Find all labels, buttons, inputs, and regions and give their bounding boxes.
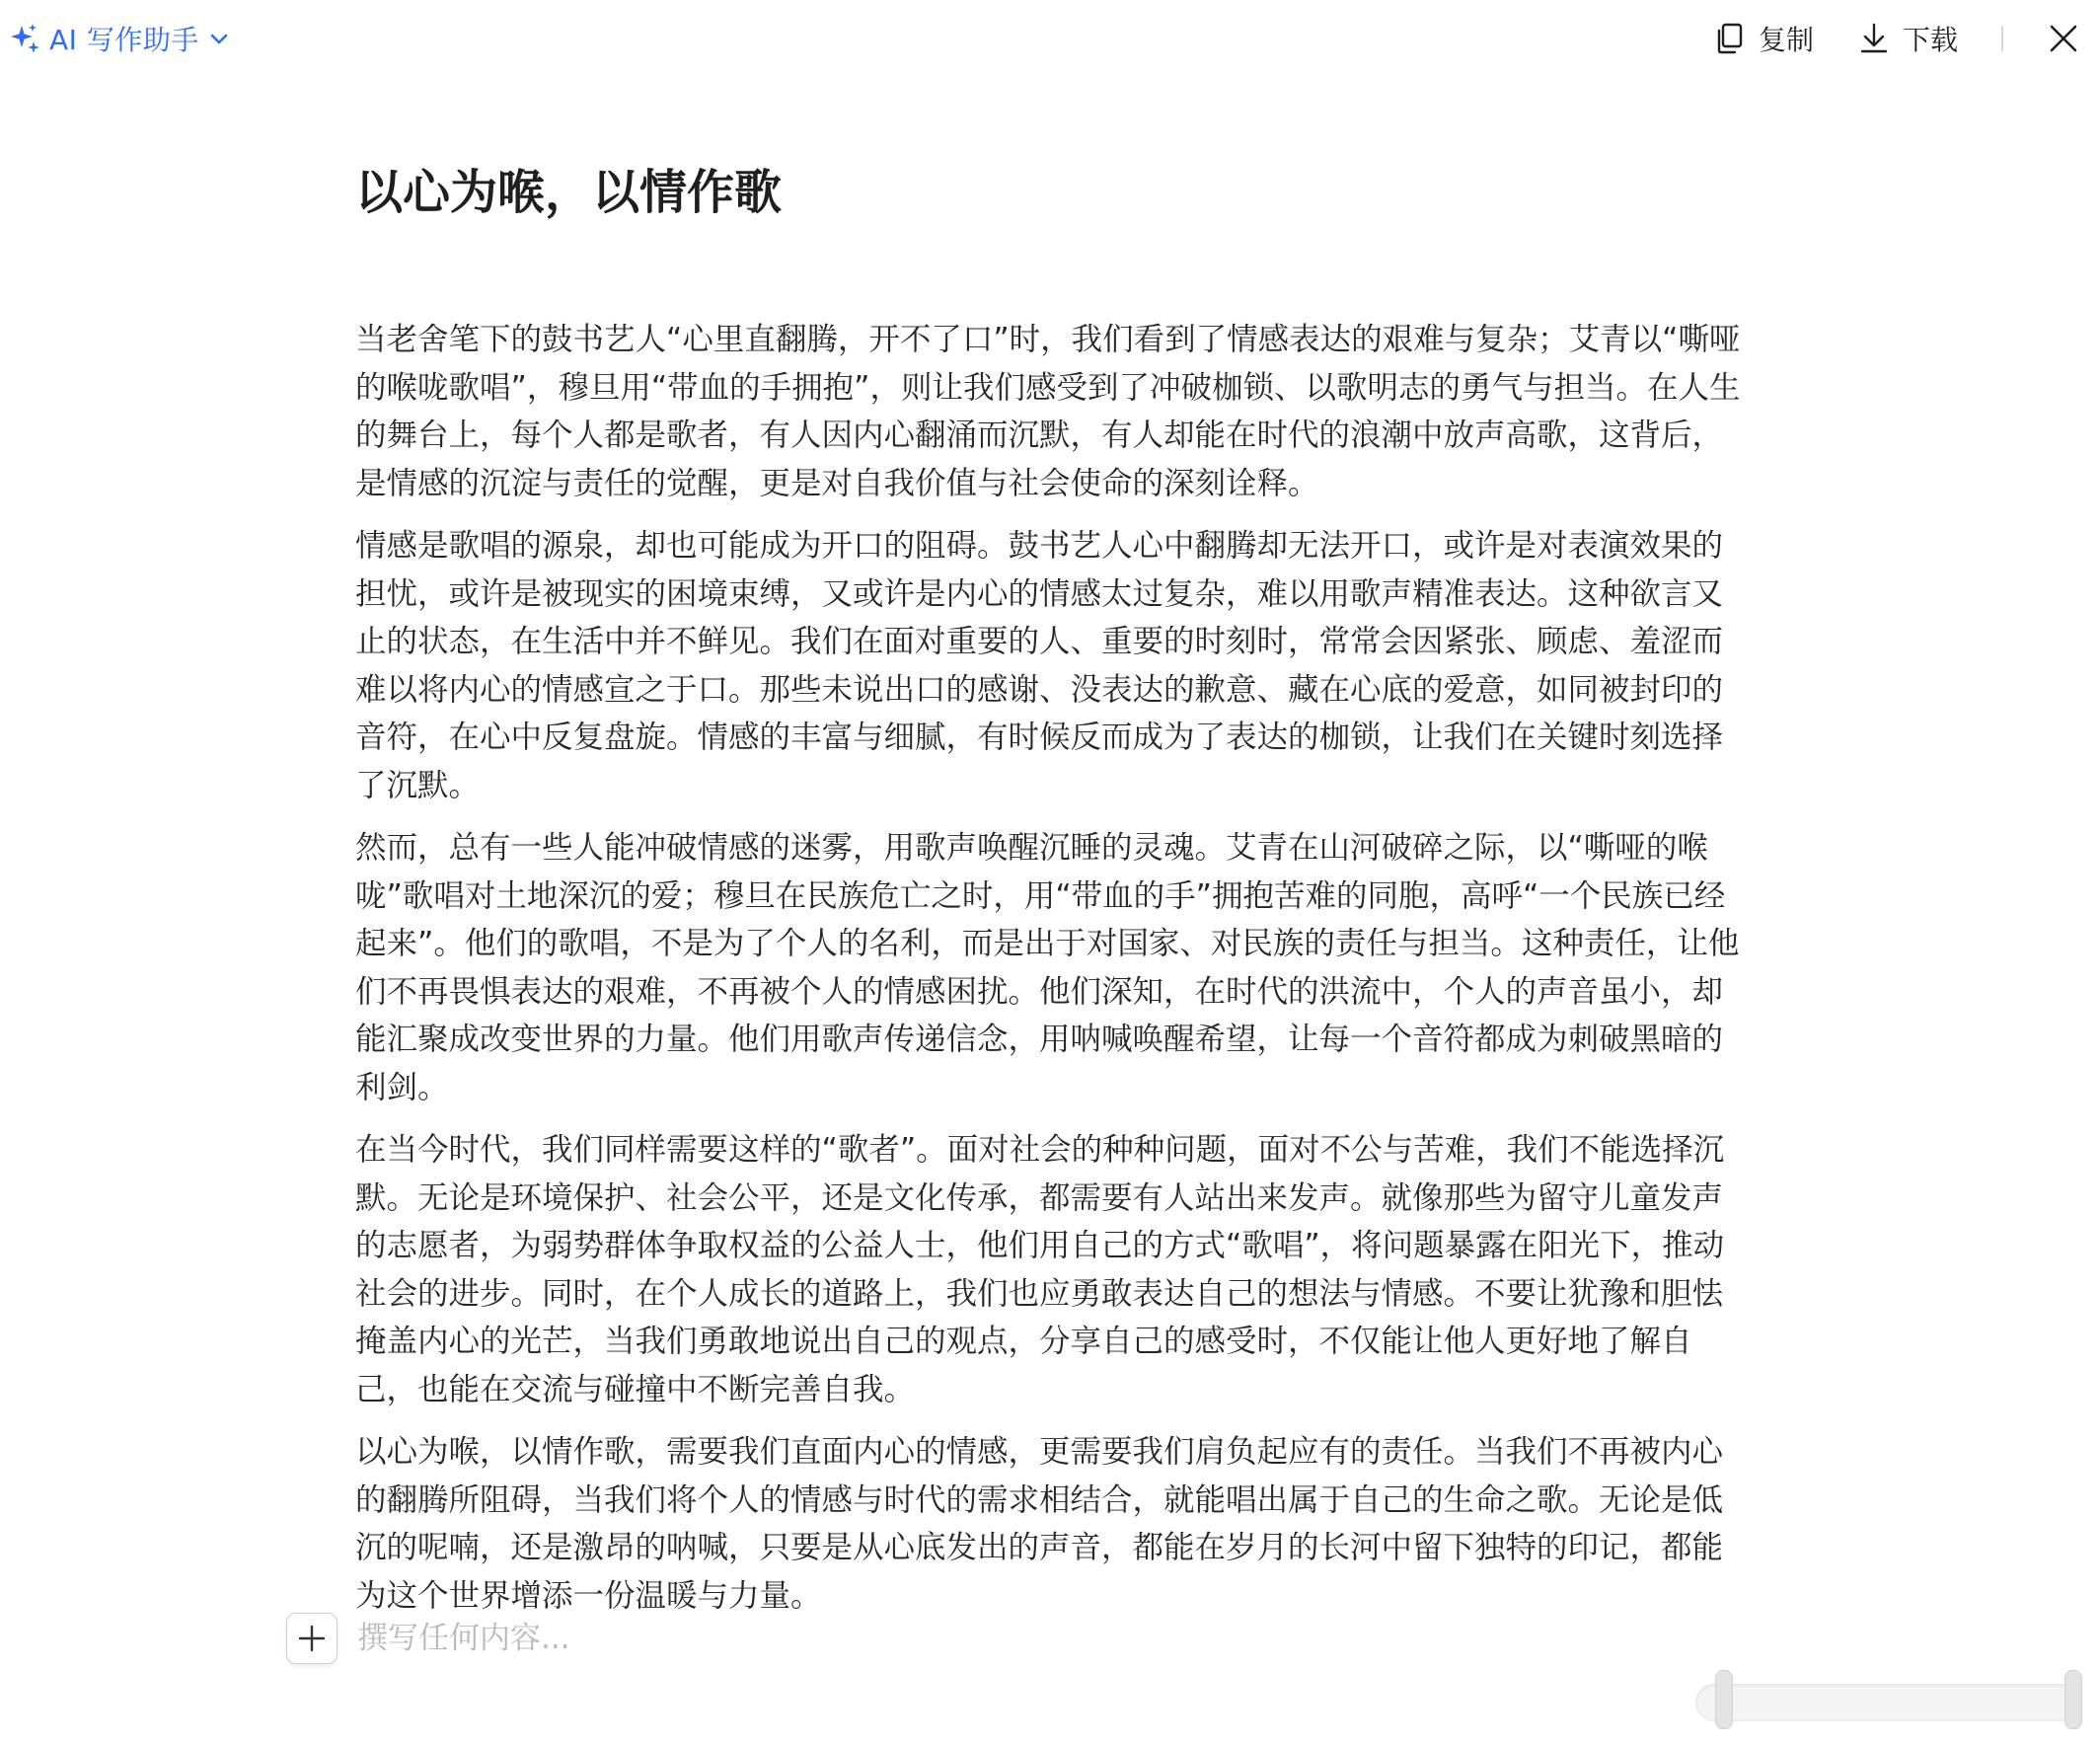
copy-button[interactable] bbox=[1713, 14, 1814, 63]
paragraph: 在当今时代，我们同样需要这样的“歌者”。面对社会的种种问题，面对不公与苦难，我们不能选择沉默。无论是环境保护、社会公平，还是文化传承，都需要有人站出来发声。就像那些为留守儿童发声的志愿者，为弱势群体争取权益的公益人士，他们用自己的方式“歌唱”，将问题暴露在阳光下，推动社会的进步。同时，在个人成长的道路上，我们也应勇敢表达自己的想法与情感。不要让犹豫和胆怯掩盖内心的光芒，当我们勇敢地说出自己的观点，分享自己的感受时，不仅能让他人更好地了解自己，也能在交流与碰撞中不断完善自我。 bbox=[355, 1132, 1725, 1407]
add-block-button[interactable] bbox=[286, 1613, 338, 1664]
document-title: 以心为喉，以情作歌 bbox=[355, 165, 783, 220]
toolbar-actions bbox=[1713, 14, 2080, 63]
composer-row bbox=[286, 1613, 1147, 1664]
compose-input[interactable] bbox=[357, 1615, 1147, 1662]
chevron-down-icon bbox=[207, 27, 231, 50]
download-label: 下载 bbox=[1902, 24, 1958, 56]
horizontal-scrollbar[interactable] bbox=[1676, 1664, 2100, 1739]
download-button[interactable] bbox=[1857, 14, 1958, 63]
paragraph: 情感是歌唱的源泉，却也可能成为开口的阻碍。鼓书艺人心中翻腾却无法开口，或许是对表演效果的担忧，或许是被现实的困境束缚，又或许是内心的情感太过复杂，难以用歌声精准表达。这种欲言又止的状态，在生活中并不鲜见。我们在面对重要的人、重要的时刻时，常常会因紧张、顾虑、羞涩而难以将内心的情感宣之于口。那些未说出口的感谢、没表达的歉意、藏在心底的爱意，如同被封印的音符，在心中反复盘旋。情感的丰富与细腻，有时候反而成为了表达的枷锁，让我们在关键时刻选择了沉默。 bbox=[355, 528, 1724, 803]
close-icon[interactable] bbox=[2047, 22, 2080, 55]
scrollbar-track[interactable] bbox=[1695, 1684, 2080, 1721]
ai-writing-assistant-menu[interactable] bbox=[8, 18, 231, 59]
copy-label: 复制 bbox=[1758, 24, 1814, 56]
paragraph: 然而，总有一些人能冲破情感的迷雾，用歌声唤醒沉睡的灵魂。艾青在山河破碎之际，以“嘶哑的喉咙”歌唱对土地深沉的爱；穆旦在民族危亡之时，用“带血的手”拥抱苦难的同胞，高呼“一个民族已经起来”。他们的歌唱，不是为了个人的名利，而是出于对国家、对民族的责任与担当。这种责任，让他们不再畏惧表达的艰难，不再被个人的情感困扰。他们深知，在时代的洪流中，个人的声音虽小，却能汇聚成改变世界的力量。他们用歌声传递信念，用呐喊唤醒希望，让每一个音符都成为刺破黑暗的利剑。 bbox=[355, 830, 1740, 1105]
download-icon bbox=[1857, 22, 1891, 55]
paragraph: 以心为喉，以情作歌，需要我们直面内心的情感，更需要我们肩负起应有的责任。当我们不再被内心的翻腾所阻碍，当我们将个人的情感与时代的需求相结合，就能唱出属于自己的生命之歌。无论是低沉的呢喃，还是激昂的呐喊，只要是从心底发出的声音，都能在岁月的长河中留下独特的印记，都能为这个世界增添一份温暖与力量。 bbox=[355, 1434, 1724, 1614]
sparkle-icon bbox=[8, 22, 41, 55]
plus-icon bbox=[297, 1624, 327, 1653]
copy-icon bbox=[1713, 22, 1747, 55]
scrollbar-handle-right[interactable] bbox=[2064, 1670, 2082, 1729]
toolbar-divider bbox=[2001, 26, 2003, 51]
paragraph: 当老舍笔下的鼓书艺人“心里直翻腾，开不了口”时，我们看到了情感表达的艰难与复杂；艾青以“嘶哑的喉咙歌唱”，穆旦用“带血的手拥抱”，则让我们感受到了冲破枷锁、以歌明志的勇气与担当。在人生的舞台上，每个人都是歌者，有人因内心翻涌而沉默，有人却能在时代的浪潮中放声高歌，这背后，是情感的沉淀与责任的觉醒，更是对自我价值与社会使命的深刻诠释。 bbox=[355, 322, 1741, 501]
assistant-label: AI 写作助手 bbox=[49, 24, 199, 56]
document-body bbox=[355, 158, 1747, 1634]
scrollbar-handle-left[interactable] bbox=[1715, 1670, 1733, 1729]
top-toolbar bbox=[0, 0, 2100, 75]
